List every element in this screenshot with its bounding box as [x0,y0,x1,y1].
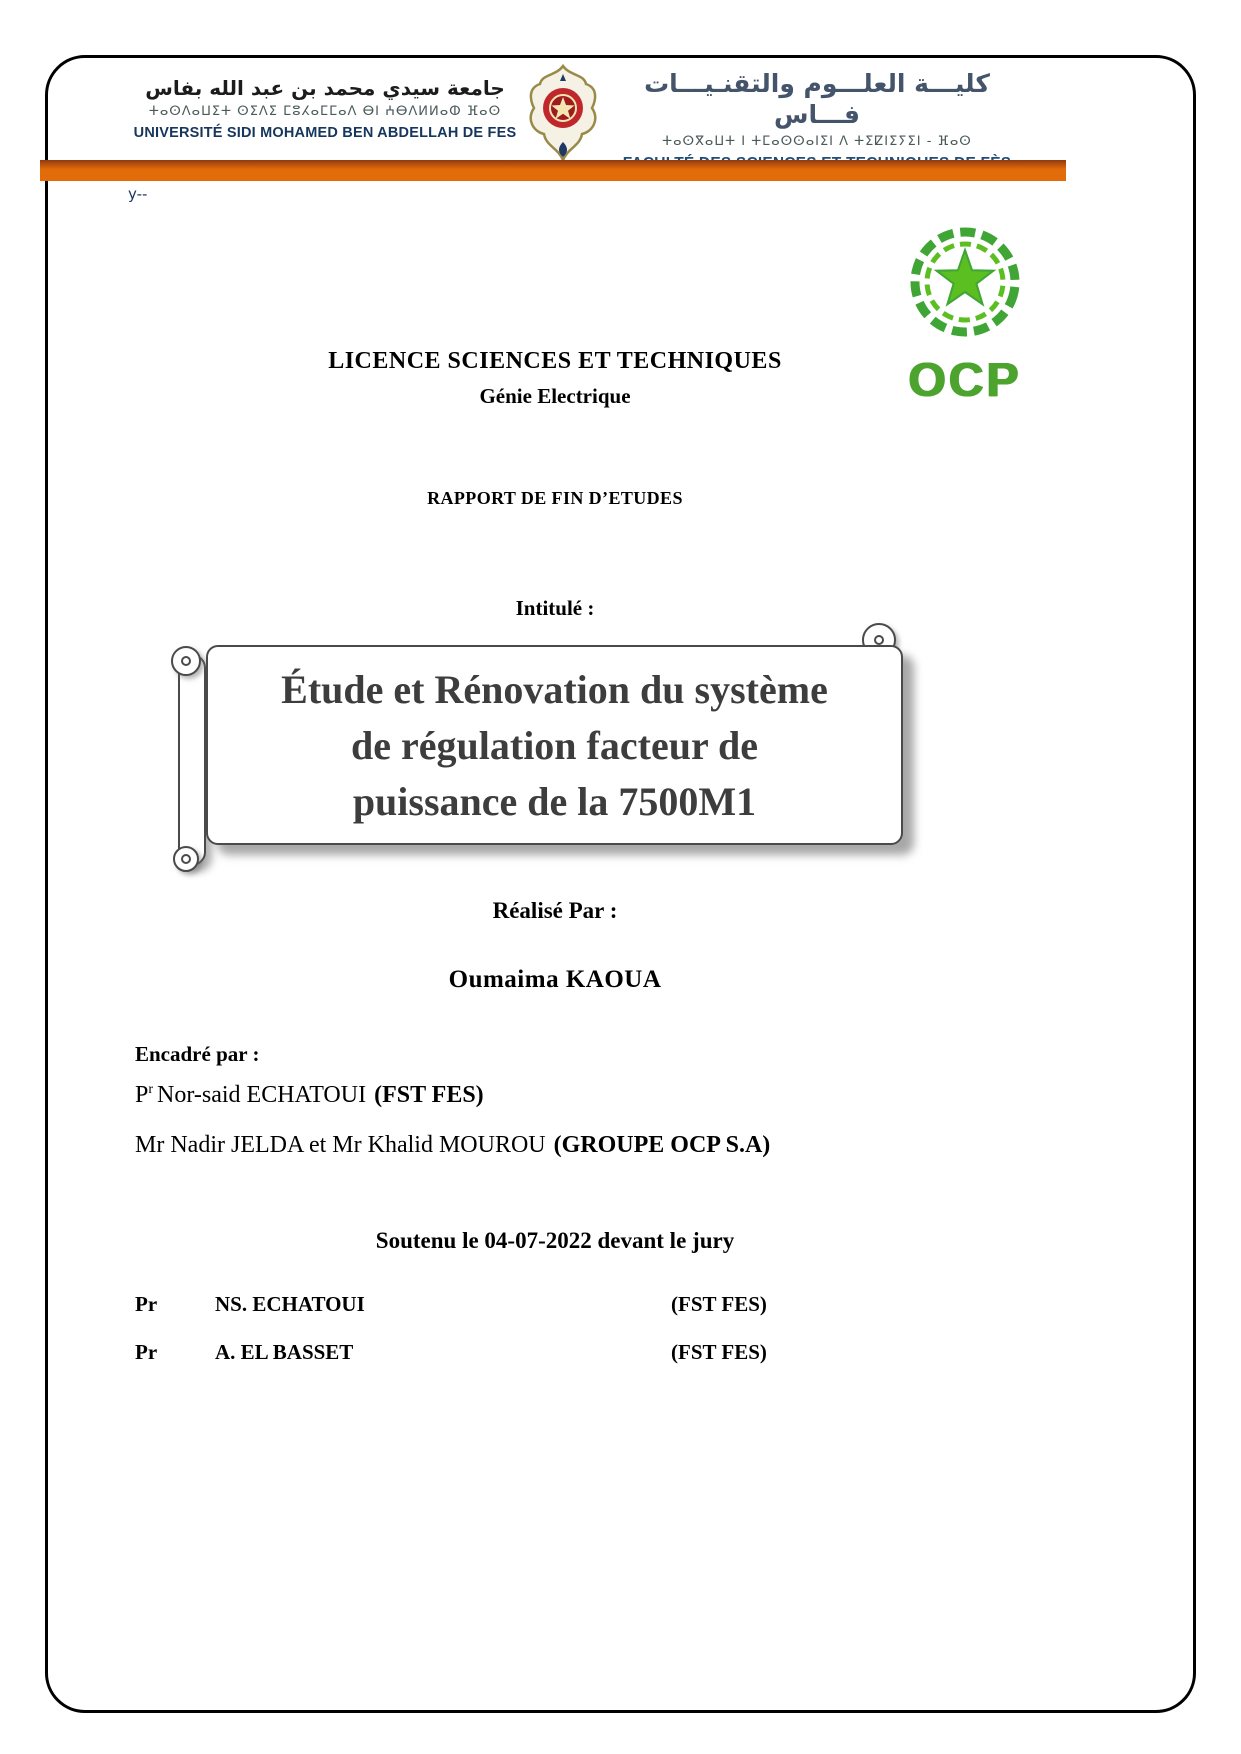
scroll-curl-top-left-icon [171,646,201,676]
university-emblem-icon [518,62,608,172]
curl-dot [874,635,884,645]
intitule-label: Intitulé : [515,596,595,620]
ocp-wreath-star-icon [890,222,1040,344]
supervisor-line-2 [135,1132,770,1159]
jury-member-name: A. EL BASSET [215,1340,354,1364]
faculty-name-tifinagh: ⵜⴰⵙⴳⴰⵡⵜ ⵏ ⵜⵎⴰⵙⵙⴰⵏⵉⵏ ⴷ ⵜⵉⵇⵏⵉⵢⵉⵏ - ⴼⴰⵙ [662,133,972,149]
jury-member-affiliation: (FST FES) [671,1292,767,1316]
author-name: Oumaima KAOUA [448,966,662,993]
supervisor-2-names: Mr Nadir JELDA et Mr Khalid MOUROU [135,1132,546,1158]
project-title-line-3: puissance de la 7500M1 [352,779,757,824]
supervisor-1-name: Nor-said ECHATOUI [157,1082,367,1108]
curl-dot [181,854,191,864]
scroll-roll-left [178,654,206,866]
jury-row [135,1340,1115,1365]
title-banner [170,618,940,883]
orange-accent-bar [40,160,1066,181]
defense-statement: Soutenu le 04-07-2022 devant le jury [375,1228,735,1253]
university-name-tifinagh: ⵜⴰⵙⴷⴰⵡⵉⵜ ⵙⵉⴷⵉ ⵎⵓⵃⴰⵎⵎⴰⴷ ⴱⵏ ⵄⴱⴷⵍⵍⴰⵀ ⴼⴰⵙ [148,104,502,119]
faculty-header-block [612,68,1022,173]
university-name-latin: UNIVERSITÉ SIDI MOHAMED BEN ABDELLAH DE FES [133,125,517,141]
supervisor-1-title-prefix: P [135,1082,149,1108]
supervisor-line-1 [135,1082,484,1109]
jury-row [135,1292,1115,1317]
project-title-line-2: de régulation facteur de [351,723,758,768]
supervisor-2-affiliation: (GROUPE OCP S.A) [553,1132,771,1158]
supervisor-1-affiliation: (FST FES) [374,1082,484,1108]
ocp-wordmark: OCP [908,354,1022,407]
jury-member-affiliation: (FST FES) [671,1340,767,1364]
jury-member-title: Pr [135,1292,158,1316]
page-note: y-- [128,185,148,203]
specialty-title: Génie Electrique [479,384,631,408]
encadre-par-label: Encadré par : [135,1042,260,1066]
report-type-label: RAPPORT DE FIN D’ETUDES [427,488,683,508]
realise-par-label: Réalisé Par : [492,898,618,923]
ocp-logo [885,222,1045,408]
jury-member-title: Pr [135,1340,158,1364]
supervisor-1-title-sup: r [148,1082,154,1097]
curl-dot [181,656,191,666]
project-title-panel [206,645,903,845]
jury-member-name: NS. ECHATOUI [215,1292,365,1316]
university-header-block [130,76,520,141]
university-name-arabic: جامعة سيدي محمد بن عبد الله بفاس [145,76,505,100]
program-title: LICENCE SCIENCES ET TECHNIQUES [328,348,782,374]
scroll-curl-bottom-left-icon [173,846,199,872]
project-title-line-1: Étude et Rénovation du système [281,667,828,712]
faculty-name-arabic: كليـــة العلـــوم والتقنـيـــات فـــاس [644,69,990,130]
